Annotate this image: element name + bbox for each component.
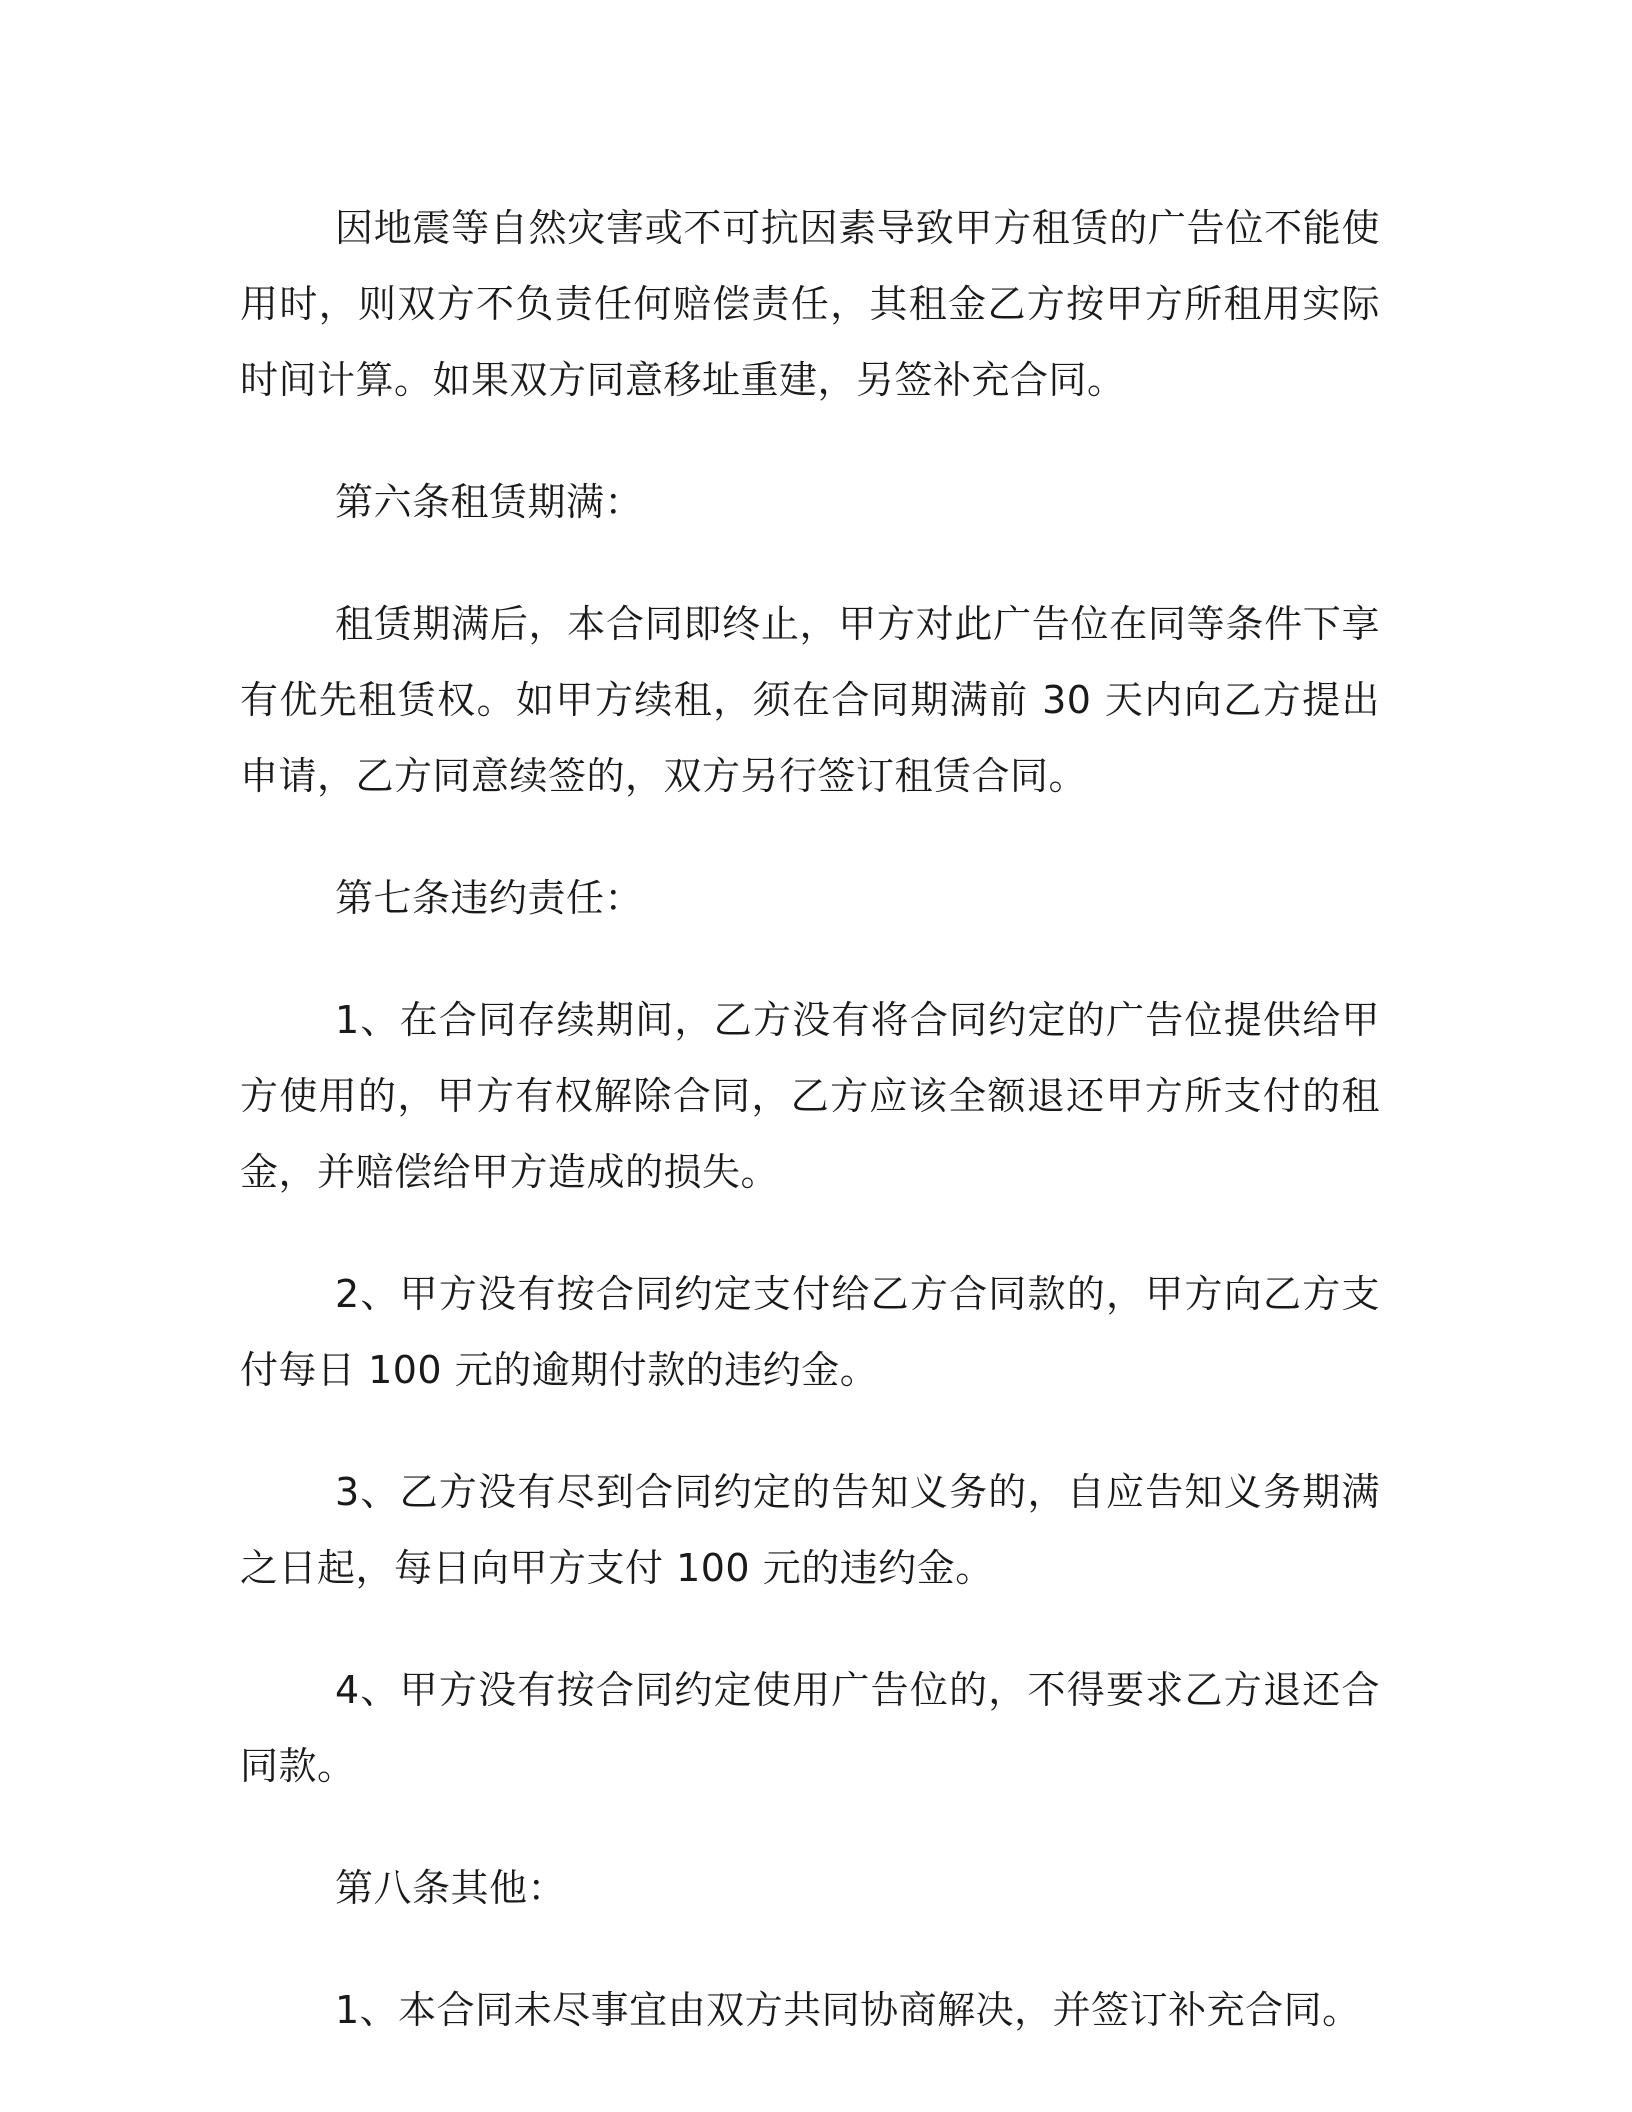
paragraph-breach-item-1: 1、在合同存续期间，乙方没有将合同约定的广告位提供给甲方使用的，甲方有权解除合同，乙方应该全额退还甲方所支付的租金，并赔偿给甲方造成的损失。 xyxy=(240,998,1380,1194)
paragraph-lease-expiry: 租赁期满后，本合同即终止，甲方对此广告位在同等条件下享有优先租赁权。如甲方续租，须在合同期满前 30 天内向乙方提出申请，乙方同意续签的，双方另行签订租赁合同。 xyxy=(240,602,1380,798)
heading-article-8: 第八条其他： xyxy=(335,1866,567,1910)
paragraph-breach-item-3: 3、乙方没有尽到合同约定的告知义务的，自应告知义务期满之日起，每日向甲方支付 100 元的违约金。 xyxy=(240,1470,1380,1590)
heading-article-7: 第七条违约责任： xyxy=(335,876,644,920)
document-body xyxy=(240,190,1380,2094)
paragraph-breach-item-2: 2、甲方没有按合同约定支付给乙方合同款的，甲方向乙方支付每日 100 元的逾期付款的违约金。 xyxy=(240,1272,1380,1392)
paragraph-other-item-1: 1、本合同未尽事宜由双方共同协商解决，并签订补充合同。 xyxy=(335,1988,1361,2032)
paragraph-force-majeure: 因地震等自然灾害或不可抗因素导致甲方租赁的广告位不能使用时，则双方不负责任何赔偿责任，其租金乙方按甲方所租用实际时间计算。如果双方同意移址重建，另签补充合同。 xyxy=(240,206,1380,402)
heading-article-6: 第六条租赁期满： xyxy=(335,480,644,524)
paragraph-breach-item-4: 4、甲方没有按合同约定使用广告位的，不得要求乙方退还合同款。 xyxy=(240,1668,1380,1788)
